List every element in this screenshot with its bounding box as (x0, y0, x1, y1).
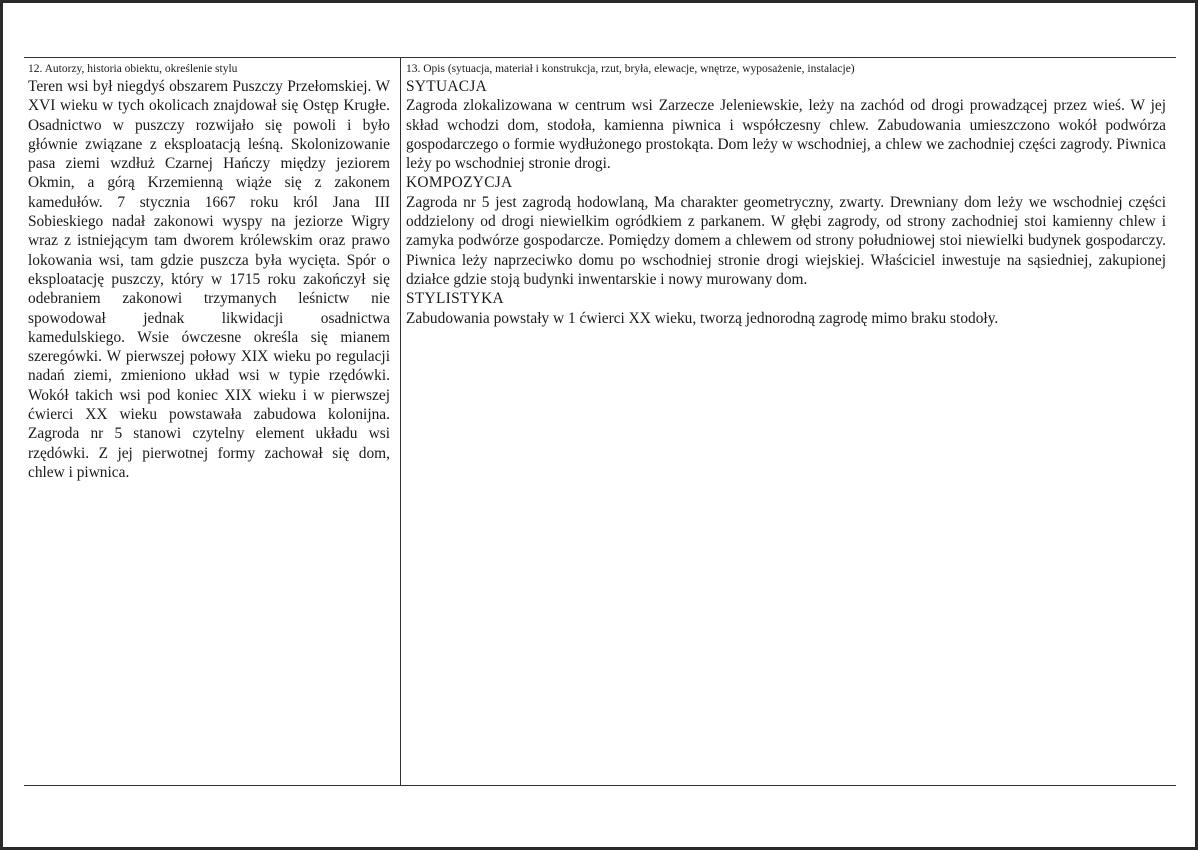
composition-heading: KOMPOZYCJA (406, 174, 513, 192)
column-divider (400, 57, 401, 785)
table-top-rule (24, 57, 1176, 58)
situation-heading: SYTUACJA (406, 78, 488, 95)
table-bottom-rule (24, 785, 1176, 786)
description-section-label: 13. Opis (sytuacja, materiał i konstrukcja, rzut, bryła, elewacje, wnętrze, wyposażenie, instalacje) (406, 63, 855, 75)
style-heading: STYLISTYKA (406, 290, 504, 308)
history-section-label: 12. Autorzy, historia obiektu, określenie stylu (28, 63, 238, 75)
description-column (406, 61, 1166, 328)
situation-text: Zagroda zlokalizowana w centrum wsi Zarzecze Jeleniewskie, leży na zachód od drogi prowadzącej przez wieś. W jej skład wchodzi dom, stodoła, kamienna piwnica i współczesny chlew. Zabudowania umieszczono wokół podwórza gospodarczego o formie wydłużonego prostokąta. Dom leży w wschodniej, a chlew we zachodniej części zagrody. Piwnica leży po wschodniej stronie drogi. (406, 97, 1166, 173)
composition-text: Zagroda nr 5 jest zagrodą hodowlaną, Ma charakter geometryczny, zwarty. Drewniany dom leży we wschodniej części oddzielony od drogi niewielkim ogródkiem z parkanem. W głębi zagrody, od strony zachodniej stoi kamienny chlew i zamyka podwórze gospodarcze. Pomiędzy domem a chlewem od strony południowej stoi niewielki budynek gospodarczy. Piwnica leży naprzeciwko domu po wschodniej stronie drogi wiejskiej. Właściciel inwestuje na sąsiedniej, zakupionej działce gdzie stoją budynki inwentarskie i nowy murowany dom. (406, 193, 1166, 288)
style-text: Zabudowania powstały w 1 ćwierci XX wieku, tworzą jednorodną zagrodę mimo braku stodoły. (406, 309, 999, 327)
history-column (28, 61, 390, 482)
history-text: Teren wsi był niegdyś obszarem Puszczy Przełomskiej. W XVI wieku w tych okolicach znajdował się Ostęp Krugłe. Osadnictwo w puszczy rozwijało się powoli i było głównie związane z eksploatacją leśną. Skolonizowanie pasa ziemi wzdłuż Czarnej Hańczy między jeziorem Okmin, a górą Krzemienną wiąże się z zakonem kamedułów. 7 stycznia 1667 roku król Jana III Sobieskiego nadał zakonowi wyspy na jeziorze Wigry wraz z istniejącym tam dworem królewskim oraz prawo lokowania wsi, tam gdzie puszcza była wycięta. Spór o eksploatację puszczy, który w 1715 roku zakończył się odebraniem zakonowi trzymanych leśnictw nie spowodował jednak likwidacji osadnictwa kamedulskiego. Wsie ówczesne określa się mianem szeregówki. W pierwszej połowy XIX wieku po regulacji nadań ziemi, zmieniono układ wsi w typie rzędówki. Wokół takich wsi pod koniec XIX wieku i w pierwszej ćwierci XX wieku powstawała zabudowa kolonijna. Zagroda nr 5 stanowi czytelny element układu wsi rzędówki. Z jej pierwotnej formy zachował się dom, chlew i piwnica. (28, 78, 390, 481)
scan-border-top (0, 0, 1198, 3)
scan-border-left (0, 0, 3, 850)
